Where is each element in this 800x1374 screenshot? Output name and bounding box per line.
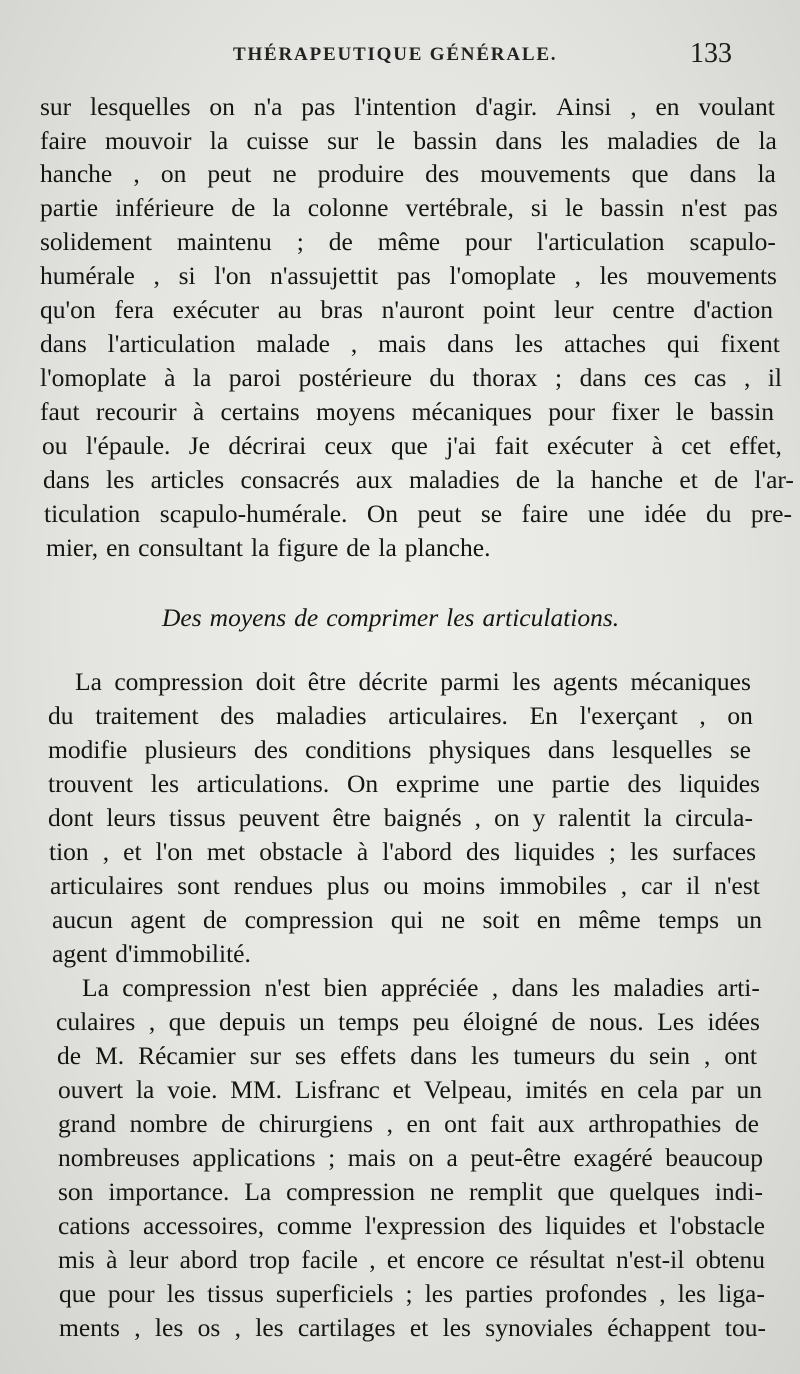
text-line: l'omoplate à la paroi postérieure du thorax ; dans ces cas , il <box>40 363 782 392</box>
text-line: sur lesquelles on n'a pas l'intention d'agir. Ainsi , en voulant <box>40 92 775 121</box>
text-line: faut recourir à certains moyens mécaniques pour fixer le bassin <box>40 397 774 426</box>
text-line: modifie plusieurs des conditions physiques dans lesquelles se <box>48 735 751 764</box>
section-heading: Des moyens de comprimer les articulations. <box>162 603 620 632</box>
text-line: cations accessoires, comme l'expression des liquides et l'obstacle <box>58 1211 765 1240</box>
text-line: dans l'articulation malade , mais dans les attaches qui fixent <box>40 329 780 358</box>
text-line: trouvent les articulations. On exprime une partie des liquides <box>48 769 760 798</box>
text-line: mis à leur abord trop facile , et encore ce résultat n'est-il obtenu <box>58 1245 765 1274</box>
text-line: tion , et l'on met obstacle à l'abord des liquides ; les surfaces <box>49 837 756 866</box>
text-line: grand nombre de chirurgiens , en ont fait aux arthropathies de <box>58 1109 759 1138</box>
text-line: La compression n'est bien appréciée , dans les maladies arti- <box>82 973 760 1002</box>
page-header <box>0 38 800 72</box>
text-line: dont leurs tissus peuvent être baignés , on y ralentit la circula- <box>48 803 753 832</box>
text-line: faire mouvoir la cuisse sur le bassin dans les maladies de la <box>40 126 777 155</box>
text-line: de M. Récamier sur ses effets dans les tumeurs du sein , ont <box>57 1041 757 1070</box>
text-line: ouvert la voie. MM. Lisfranc et Velpeau, imités en cela par un <box>58 1075 762 1104</box>
text-line: agent d'immobilité. <box>52 939 251 968</box>
text-line: solidement maintenu ; de même pour l'articulation scapulo- <box>40 227 776 256</box>
text-line: son importance. La compression ne remplit que quelques indi- <box>58 1177 763 1206</box>
text-line: partie inférieure de la colonne vertébrale, si le bassin n'est pas <box>40 193 778 222</box>
text-line: ou l'épaule. Je décrirai ceux que j'ai fait exécuter à cet effet, <box>42 431 782 460</box>
text-line: qu'on fera exécuter au bras n'auront point leur centre d'action <box>40 295 773 324</box>
text-line: aucun agent de compression qui ne soit en même temps un <box>52 905 762 934</box>
text-line: hanche , on peut ne produire des mouvements que dans la <box>40 159 776 188</box>
text-line: culaires , que depuis un temps peu éloigné de nous. Les idées <box>56 1007 760 1036</box>
text-line: ments , les os , les cartilages et les synoviales échappent tou- <box>59 1313 766 1342</box>
text-line: dans les articles consacrés aux maladies de la hanche et de l'ar- <box>43 465 794 494</box>
text-line: mier, en consultant la figure de la planche. <box>46 533 491 562</box>
text-line: nombreuses applications ; mais on a peut-être exagéré beaucoup <box>58 1143 763 1172</box>
text-line: ticulation scapulo-humérale. On peut se faire une idée du pre- <box>44 499 792 528</box>
text-line: humérale , si l'on n'assujettit pas l'omoplate , les mouvements <box>40 261 777 290</box>
text-line: que pour les tissus superficiels ; les parties profondes , les liga- <box>59 1279 765 1308</box>
text-line: du traitement des maladies articulaires. En l'exerçant , on <box>48 701 753 730</box>
text-line: La compression doit être décrite parmi les agents mécaniques <box>75 667 751 696</box>
text-line: articulaires sont rendues plus ou moins immobiles , car il n'est <box>50 871 760 900</box>
page-number: 133 <box>690 38 732 69</box>
running-title: THÉRAPEUTIQUE GÉNÉRALE. <box>233 44 558 65</box>
